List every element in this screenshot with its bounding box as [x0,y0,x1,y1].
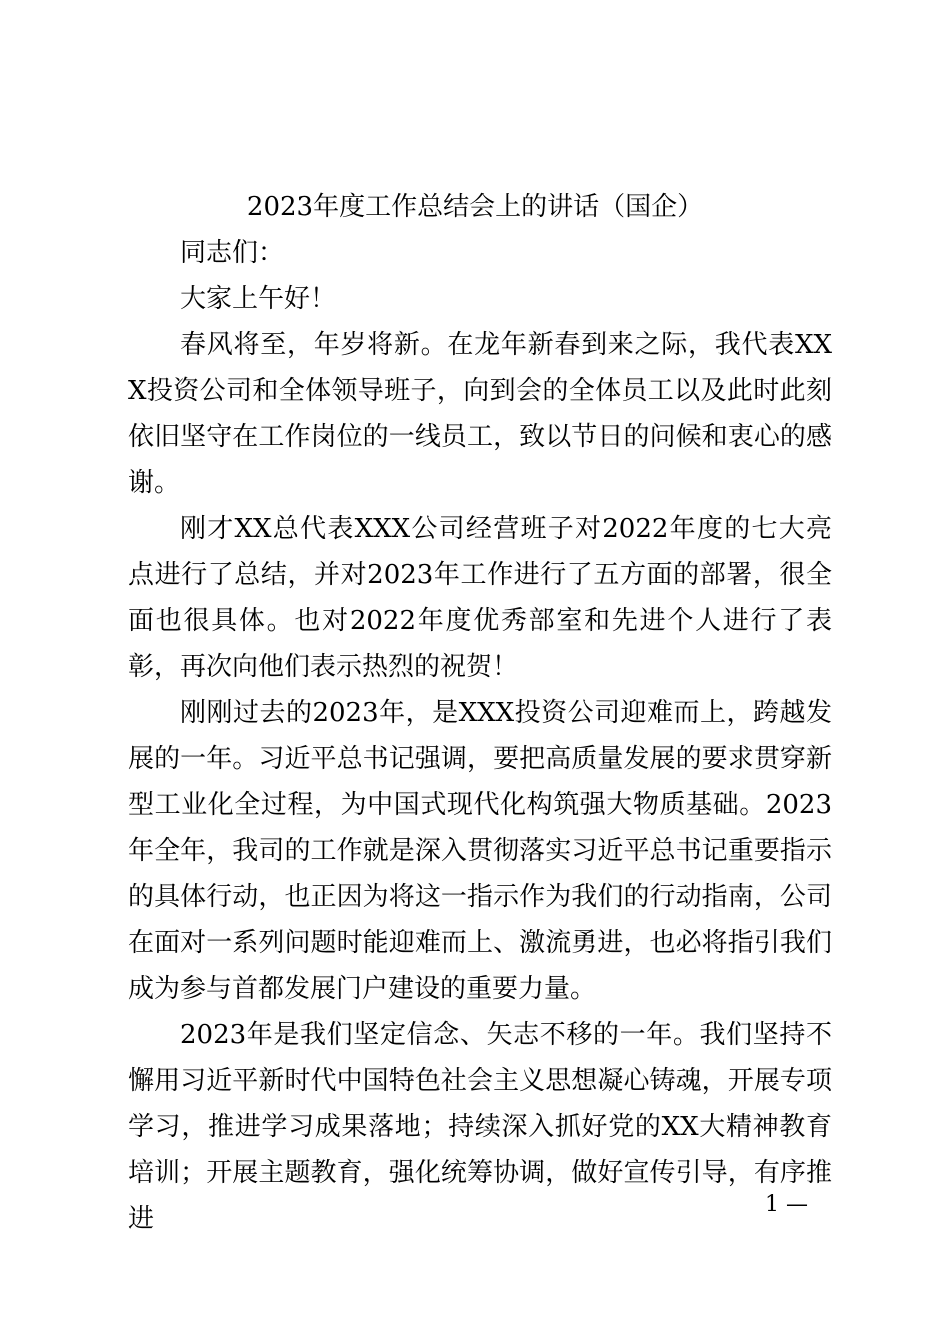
paragraph-4: 2023年是我们坚定信念、矢志不移的一年。我们坚持不懈用习近平新时代中国特色社会主义思想凝心铸魂，开展专项学习，推进学习成果落地；持续深入抓好党的XX大精神教育培训；开展主题教育，强化统筹协调，做好宣传引导，有序推进 [128,1020,832,1234]
document-body [128,230,832,1242]
page-number: 1 — [765,1192,808,1217]
paragraph-2: 刚才XX总代表XXX公司经营班子对2022年度的七大亮点进行了总结，并对2023年工作进行了五方面的部署，很全面也很具体。也对2022年度优秀部室和先进个人进行了表彰，再次向他们表示热烈的祝贺！ [128,514,832,682]
paragraph-1: 春风将至，年岁将新。在龙年新春到来之际，我代表XXX投资公司和全体领导班子，向到会的全体员工以及此时此刻依旧坚守在工作岗位的一线员工，致以节日的问候和衷心的感谢。 [128,330,832,498]
salutation: 同志们： [180,238,285,268]
paragraph-3: 刚刚过去的2023年，是XXX投资公司迎难而上，跨越发展的一年。习近平总书记强调，要把高质量发展的要求贯穿新型工业化全过程，为中国式现代化构筑强大物质基础。2023年全年，我司的工作就是深入贯彻落实习近平总书记重要指示的具体行动，也正因为将这一指示作为我们的行动指南，公司在面对一系列问题时能迎难而上、激流勇进，也必将指引我们成为参与首都发展门户建设的重要力量。 [128,698,832,1004]
document-title: 2023年度工作总结会上的讲话（国企） [246,192,704,222]
greeting: 大家上午好！ [180,284,337,314]
